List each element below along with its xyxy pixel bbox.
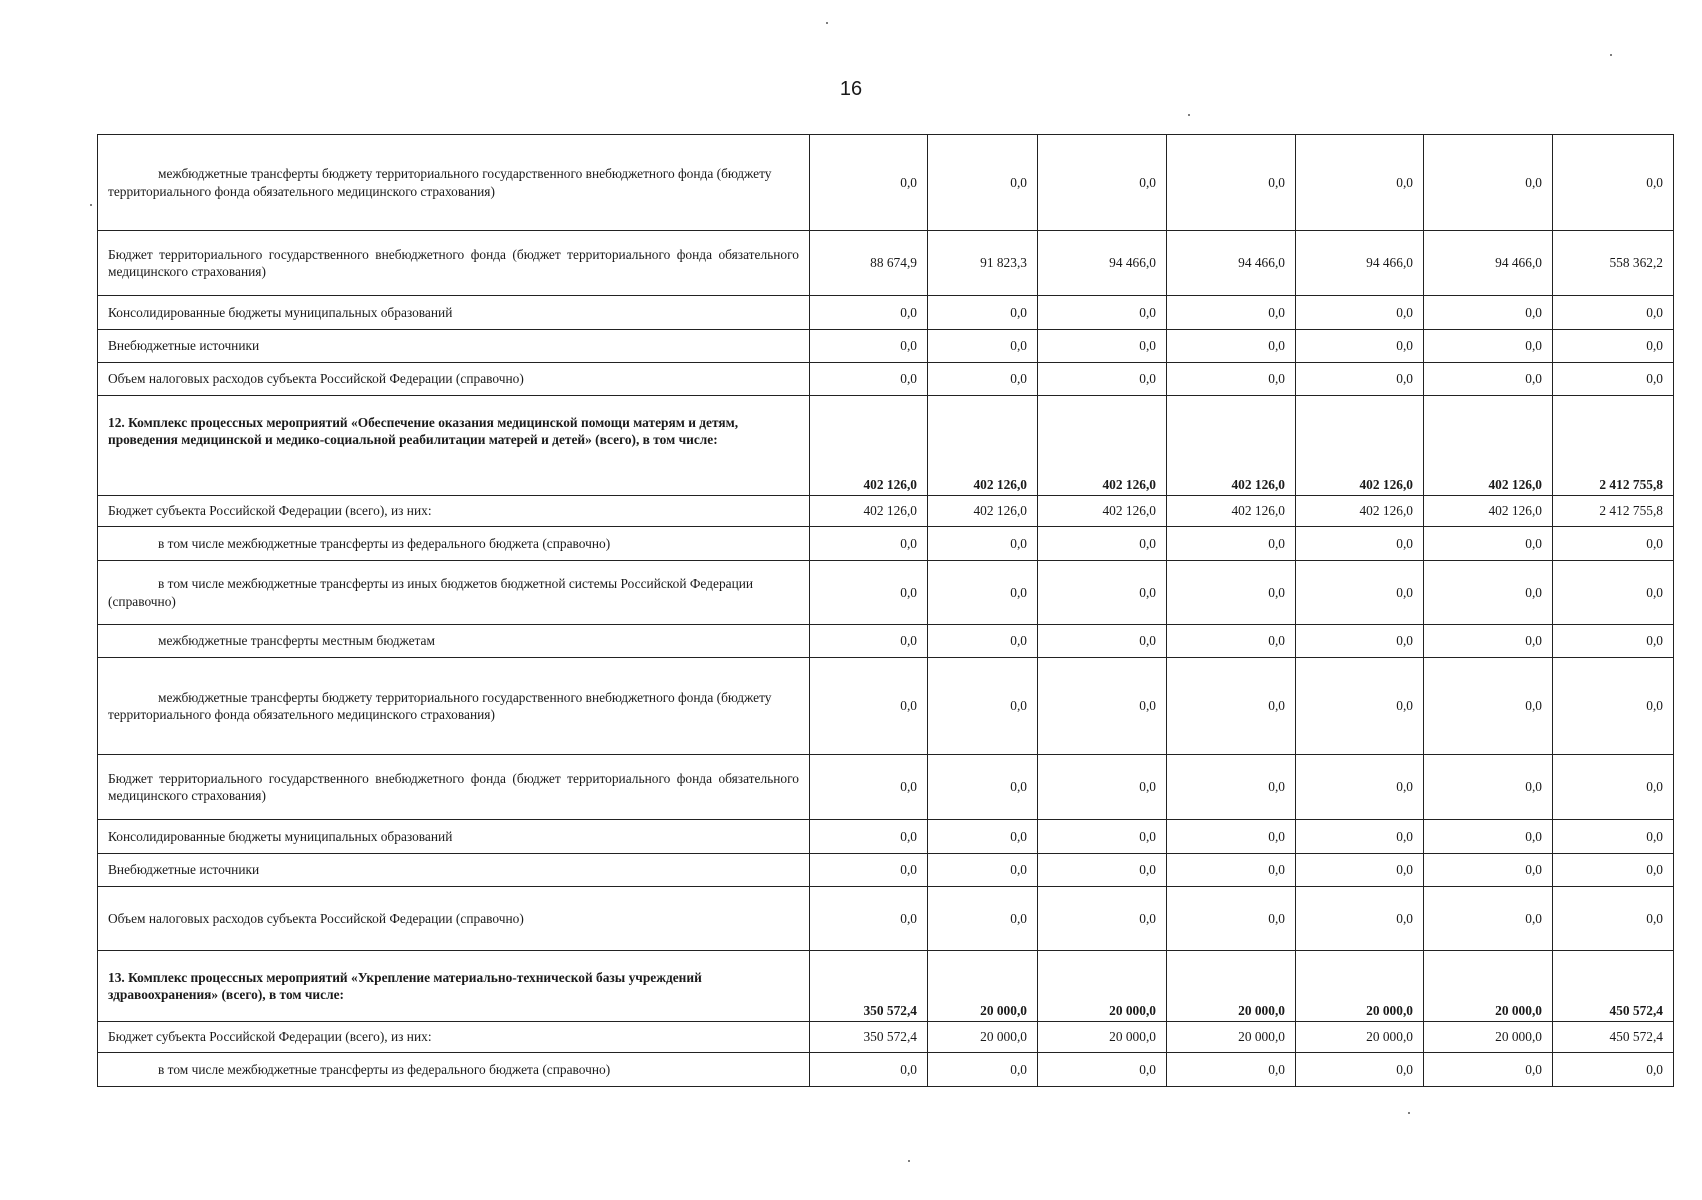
value-cell: 0,0 [1167,820,1296,854]
value-cell: 0,0 [1167,527,1296,561]
table-row [98,658,1674,755]
value-cell: 402 126,0 [810,496,928,527]
row-label: межбюджетные трансферты местным бюджетам [98,625,810,658]
value-cell: 2 412 755,8 [1553,396,1674,496]
value-cell: 0,0 [1553,755,1674,820]
value-cell: 402 126,0 [1296,396,1424,496]
scan-speck [1408,1112,1410,1114]
value-cell: 402 126,0 [1167,396,1296,496]
scan-speck [90,204,92,206]
value-cell: 0,0 [1424,296,1553,330]
row-label: Внебюджетные источники [98,854,810,887]
value-cell: 0,0 [810,330,928,363]
value-cell: 0,0 [928,854,1038,887]
value-cell: 402 126,0 [810,396,928,496]
value-cell: 0,0 [928,527,1038,561]
scan-speck [826,22,828,24]
value-cell: 94 466,0 [1296,231,1424,296]
value-cell: 94 466,0 [1424,231,1553,296]
value-cell: 0,0 [928,330,1038,363]
table-row [98,330,1674,363]
row-label: межбюджетные трансферты бюджету территориального государственного внебюджетного фонда (бюджету территориального фонда обязательного медицинского страхования) [98,658,810,755]
value-cell: 2 412 755,8 [1553,496,1674,527]
value-cell: 402 126,0 [1038,496,1167,527]
value-cell: 0,0 [810,887,928,951]
table-row [98,561,1674,625]
table-row [98,755,1674,820]
value-cell: 0,0 [1038,625,1167,658]
value-cell: 0,0 [810,854,928,887]
value-cell: 0,0 [928,887,1038,951]
value-cell: 0,0 [1424,658,1553,755]
value-cell: 0,0 [1038,887,1167,951]
value-cell: 558 362,2 [1553,231,1674,296]
value-cell: 0,0 [1424,887,1553,951]
value-cell: 402 126,0 [928,496,1038,527]
value-cell: 0,0 [1296,820,1424,854]
value-cell: 450 572,4 [1553,951,1674,1022]
row-label: Бюджет территориального государственного внебюджетного фонда (бюджет территориального фонда обязательного медицинского страхования) [98,231,810,296]
scan-speck [1610,54,1612,56]
value-cell: 20 000,0 [928,1022,1038,1053]
value-cell: 0,0 [1424,854,1553,887]
value-cell: 0,0 [1038,658,1167,755]
value-cell: 20 000,0 [1424,1022,1553,1053]
value-cell: 20 000,0 [1296,951,1424,1022]
value-cell: 0,0 [1553,363,1674,396]
value-cell: 20 000,0 [1167,951,1296,1022]
value-cell: 402 126,0 [1424,396,1553,496]
value-cell: 0,0 [810,658,928,755]
value-cell: 0,0 [1167,296,1296,330]
value-cell: 0,0 [1553,820,1674,854]
table-row [98,363,1674,396]
table-row [98,854,1674,887]
value-cell: 0,0 [810,363,928,396]
value-cell: 402 126,0 [1296,496,1424,527]
value-cell: 20 000,0 [1424,951,1553,1022]
value-cell: 0,0 [1167,854,1296,887]
value-cell: 0,0 [1424,527,1553,561]
value-cell: 0,0 [1553,561,1674,625]
value-cell: 0,0 [928,135,1038,231]
value-cell: 0,0 [1038,527,1167,561]
value-cell: 0,0 [928,658,1038,755]
value-cell: 0,0 [928,625,1038,658]
row-label: Консолидированные бюджеты муниципальных образований [98,296,810,330]
value-cell: 0,0 [1553,658,1674,755]
value-cell: 0,0 [1553,1053,1674,1087]
row-label: в том числе межбюджетные трансферты из федерального бюджета (справочно) [98,1053,810,1087]
value-cell: 0,0 [1038,296,1167,330]
table-row [98,820,1674,854]
value-cell: 20 000,0 [1296,1022,1424,1053]
value-cell: 0,0 [1553,330,1674,363]
value-cell: 0,0 [1167,625,1296,658]
table-row [98,887,1674,951]
table-row [98,231,1674,296]
value-cell: 0,0 [1424,1053,1553,1087]
value-cell: 91 823,3 [928,231,1038,296]
value-cell: 0,0 [1553,887,1674,951]
value-cell: 0,0 [1167,330,1296,363]
value-cell: 0,0 [1424,330,1553,363]
value-cell: 0,0 [1296,887,1424,951]
value-cell: 94 466,0 [1038,231,1167,296]
value-cell: 0,0 [1296,658,1424,755]
value-cell: 0,0 [1167,1053,1296,1087]
value-cell: 0,0 [810,625,928,658]
table-row [98,1022,1674,1053]
row-label: межбюджетные трансферты бюджету территориального государственного внебюджетного фонда (бюджету территориального фонда обязательного медицинского страхования) [98,135,810,231]
value-cell: 0,0 [1038,1053,1167,1087]
value-cell: 0,0 [810,561,928,625]
value-cell: 88 674,9 [810,231,928,296]
value-cell: 402 126,0 [1038,396,1167,496]
value-cell: 0,0 [810,1053,928,1087]
value-cell: 0,0 [1296,625,1424,658]
value-cell: 0,0 [1038,135,1167,231]
value-cell: 0,0 [810,296,928,330]
table-row [98,1053,1674,1087]
table-row [98,625,1674,658]
budget-table [97,134,1674,1087]
page-number: 16 [839,78,863,100]
value-cell: 0,0 [1296,561,1424,625]
value-cell: 0,0 [928,561,1038,625]
value-cell: 0,0 [1296,527,1424,561]
row-label: Бюджет субъекта Российской Федерации (всего), из них: [98,1022,810,1053]
value-cell: 402 126,0 [1424,496,1553,527]
value-cell: 402 126,0 [928,396,1038,496]
row-label: Внебюджетные источники [98,330,810,363]
value-cell: 20 000,0 [1038,1022,1167,1053]
value-cell: 0,0 [1296,1053,1424,1087]
row-label: Бюджет субъекта Российской Федерации (всего), из них: [98,496,810,527]
value-cell: 0,0 [1167,887,1296,951]
value-cell: 0,0 [1038,561,1167,625]
value-cell: 0,0 [810,820,928,854]
value-cell: 0,0 [810,135,928,231]
row-label: Консолидированные бюджеты муниципальных образований [98,820,810,854]
value-cell: 20 000,0 [1038,951,1167,1022]
value-cell: 350 572,4 [810,1022,928,1053]
row-label: 13. Комплекс процессных мероприятий «Укрепление материально-технической базы учреждений здравоохранения» (всего), в том числе: [98,951,810,1022]
value-cell: 0,0 [1553,625,1674,658]
row-label: Бюджет территориального государственного внебюджетного фонда (бюджет территориального фонда обязательного медицинского страхования) [98,755,810,820]
value-cell: 0,0 [1424,363,1553,396]
value-cell: 0,0 [928,363,1038,396]
value-cell: 0,0 [1038,820,1167,854]
value-cell: 0,0 [1167,135,1296,231]
value-cell: 0,0 [1424,820,1553,854]
row-label: 12. Комплекс процессных мероприятий «Обеспечение оказания медицинской помощи матерям и детям, проведения медицинской и медико-социальной реабилитации матерей и детей» (всего), в том числе: [98,396,810,496]
value-cell: 0,0 [1424,625,1553,658]
value-cell: 0,0 [1553,135,1674,231]
section-header-row [98,951,1674,1022]
value-cell: 0,0 [1038,363,1167,396]
value-cell: 350 572,4 [810,951,928,1022]
value-cell: 0,0 [928,1053,1038,1087]
value-cell: 0,0 [810,527,928,561]
value-cell: 0,0 [1553,854,1674,887]
row-label: Объем налоговых расходов субъекта Российской Федерации (справочно) [98,887,810,951]
value-cell: 402 126,0 [1167,496,1296,527]
value-cell: 0,0 [1167,561,1296,625]
value-cell: 0,0 [1167,658,1296,755]
value-cell: 0,0 [1296,854,1424,887]
table-row [98,135,1674,231]
value-cell: 0,0 [1296,755,1424,820]
value-cell: 0,0 [810,755,928,820]
value-cell: 0,0 [1296,363,1424,396]
scan-speck [1188,114,1190,116]
value-cell: 0,0 [928,296,1038,330]
value-cell: 450 572,4 [1553,1022,1674,1053]
value-cell: 0,0 [1296,296,1424,330]
row-label: в том числе межбюджетные трансферты из иных бюджетов бюджетной системы Российской Федерации (справочно) [98,561,810,625]
value-cell: 0,0 [1553,296,1674,330]
value-cell: 0,0 [1038,330,1167,363]
value-cell: 0,0 [1424,755,1553,820]
value-cell: 0,0 [1167,363,1296,396]
value-cell: 20 000,0 [1167,1022,1296,1053]
value-cell: 0,0 [1296,135,1424,231]
value-cell: 0,0 [1296,330,1424,363]
value-cell: 0,0 [1424,561,1553,625]
section-header-row [98,396,1674,496]
table-row [98,496,1674,527]
value-cell: 0,0 [1167,755,1296,820]
table-row [98,527,1674,561]
value-cell: 0,0 [1038,854,1167,887]
value-cell: 0,0 [928,820,1038,854]
value-cell: 0,0 [928,755,1038,820]
value-cell: 0,0 [1553,527,1674,561]
row-label: Объем налоговых расходов субъекта Российской Федерации (справочно) [98,363,810,396]
scan-speck [908,1160,910,1162]
value-cell: 0,0 [1424,135,1553,231]
table-row [98,296,1674,330]
value-cell: 0,0 [1038,755,1167,820]
value-cell: 94 466,0 [1167,231,1296,296]
value-cell: 20 000,0 [928,951,1038,1022]
row-label: в том числе межбюджетные трансферты из федерального бюджета (справочно) [98,527,810,561]
